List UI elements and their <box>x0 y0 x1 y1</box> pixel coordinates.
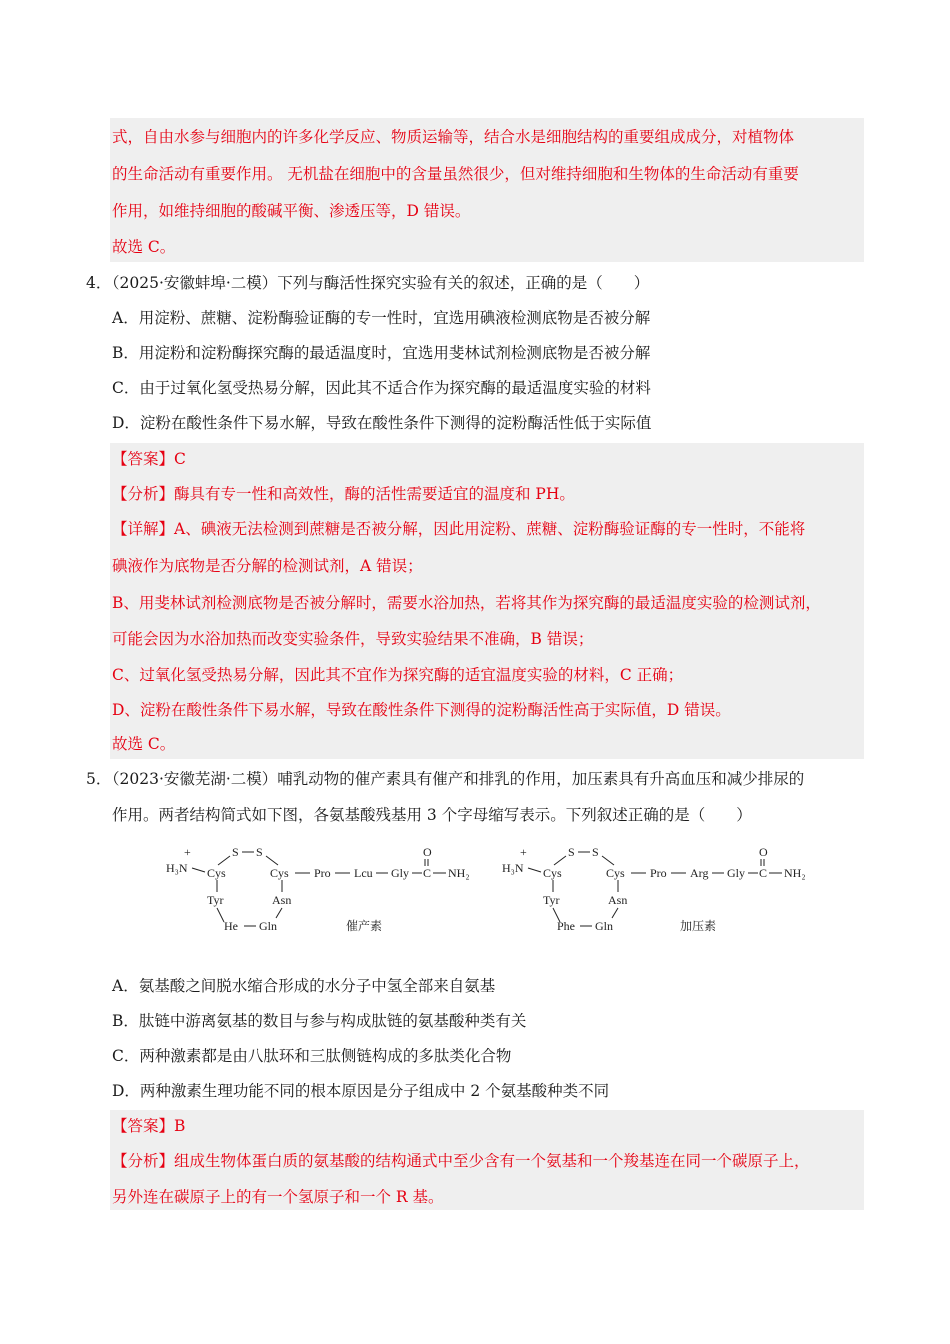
plus-sign: + <box>184 845 191 859</box>
detail-line: 碘液作为底物是否分解的检测试剂，A 错误； <box>112 557 423 575</box>
analysis-text: 【分析】组成生物体蛋白质的氨基酸的结构通式中至少含有一个氨基和一个羧基连在同一个碳原子上， <box>112 1152 810 1170</box>
option-c: C．两种激素都是由八肽环和三肽侧链构成的多肽类化合物 <box>112 1047 512 1065</box>
detail-line: B、用斐林试剂检测底物是否被分解时，需要水浴加热，若将其作为探究酶的最适温度实验的检测试剂， <box>112 594 821 612</box>
carbonyl-oxygen: O <box>423 845 432 859</box>
cys-residue: Cys <box>207 866 226 880</box>
detail-line: 【详解】A、碘液无法检测到蔗糖是否被分解，因此用淀粉、蔗糖、淀粉酶验证酶的专一性时，不能将 <box>112 520 806 538</box>
figure-caption: 加压素 <box>680 919 717 933</box>
asn-residue: Asn <box>608 893 628 907</box>
detail-line: D、淀粉在酸性条件下易水解，导致在酸性条件下测得的淀粉酶活性高于实际值，D 错误。 <box>112 701 731 719</box>
tyr-residue: Tyr <box>207 893 224 907</box>
ring-residue: He <box>224 919 238 933</box>
explanation-line: 的生命活动有重要作用。 无机盐在细胞中的含量虽然很少，但对维持细胞和生物体的生命活动有重要 <box>112 165 799 183</box>
sulfur-atom: S <box>232 845 239 859</box>
question-stem: 作用。两者结构简式如下图，各氨基酸残基用 3 个字母缩写表示。下列叙述正确的是（ ） <box>112 806 752 824</box>
chain-residue: Gly <box>727 866 745 880</box>
analysis-text: 【分析】酶具有专一性和高效性，酶的活性需要适宜的温度和 PH。 <box>112 485 575 503</box>
figure-caption: 催产素 <box>346 919 383 933</box>
hormone-structure-figure <box>160 842 840 942</box>
question-number: 5． <box>86 770 112 788</box>
cys-residue: Cys <box>543 866 562 880</box>
chain-residue: Arg <box>690 866 709 880</box>
explanation-line: 式，自由水参与细胞内的许多化学反应、物质运输等，结合水是细胞结构的重要组成成分，对植物体 <box>112 128 795 146</box>
explanation-line: 作用，如维持细胞的酸碱平衡、渗透压等，D 错误。 <box>112 202 471 220</box>
asn-residue: Asn <box>272 893 292 907</box>
carbon-atom: C <box>759 866 768 880</box>
amide-group: NH₂ <box>448 866 470 880</box>
vasopressin-structure <box>502 845 806 933</box>
chain-residue: Pro <box>314 866 331 880</box>
option-c: C．由于过氧化氢受热易分解，因此其不适合作为探究酶的最适温度实验的材料 <box>112 379 651 397</box>
ring-residue: Phe <box>557 919 575 933</box>
gln-residue: Gln <box>595 919 613 933</box>
question-number: 4． <box>86 274 112 292</box>
detail-line: C、过氧化氢受热易分解，因此其不宜作为探究酶的适宜温度实验的材料，C 正确； <box>112 666 684 684</box>
sulfur-atom: S <box>568 845 575 859</box>
cys-residue: Cys <box>606 866 625 880</box>
option-a: A．氨基酸之间脱水缩合形成的水分子中氢全部来自氨基 <box>112 977 496 995</box>
amide-group: NH₂ <box>784 866 806 880</box>
option-d: D．两种激素生理功能不同的根本原因是分子组成中 2 个氨基酸种类不同 <box>112 1082 610 1100</box>
analysis-text: 另外连在碳原子上的有一个氢原子和一个 R 基。 <box>112 1188 444 1206</box>
carbon-atom: C <box>423 866 432 880</box>
n-terminus: H₃N <box>502 861 524 875</box>
option-d: D．淀粉在酸性条件下易水解，导致在酸性条件下测得的淀粉酶活性低于实际值 <box>112 414 652 432</box>
answer-label: 【答案】B <box>112 1117 186 1135</box>
cys-residue: Cys <box>270 866 289 880</box>
gln-residue: Gln <box>259 919 277 933</box>
chain-residue: Lcu <box>354 866 373 880</box>
oxytocin-structure <box>166 845 470 933</box>
plus-sign: + <box>520 845 527 859</box>
question-stem: （2023·安徽芜湖·二模）哺乳动物的催产素具有催产和排乳的作用，加压素具有升高血压和减少排尿的 <box>104 770 805 788</box>
n-terminus: H₃N <box>166 861 188 875</box>
question-stem: （2025·安徽蚌埠·二模）下列与酶活性探究实验有关的叙述，正确的是（ ） <box>104 274 650 292</box>
sulfur-atom: S <box>256 845 263 859</box>
chain-residue: Gly <box>391 866 409 880</box>
option-b: B．肽链中游离氨基的数目与参与构成肽链的氨基酸种类有关 <box>112 1012 527 1030</box>
chain-residue: Pro <box>650 866 667 880</box>
option-b: B．用淀粉和淀粉酶探究酶的最适温度时，宜选用斐林试剂检测底物是否被分解 <box>112 344 651 362</box>
detail-line: 可能会因为水浴加热而改变实验条件，导致实验结果不准确，B 错误； <box>112 630 594 648</box>
carbonyl-oxygen: O <box>759 845 768 859</box>
option-a: A．用淀粉、蔗糖、淀粉酶验证酶的专一性时，宜选用碘液检测底物是否被分解 <box>112 309 651 327</box>
sulfur-atom: S <box>592 845 599 859</box>
answer-label: 【答案】C <box>112 450 186 468</box>
conclusion: 故选 C。 <box>112 238 176 256</box>
conclusion: 故选 C。 <box>112 735 176 753</box>
tyr-residue: Tyr <box>543 893 560 907</box>
